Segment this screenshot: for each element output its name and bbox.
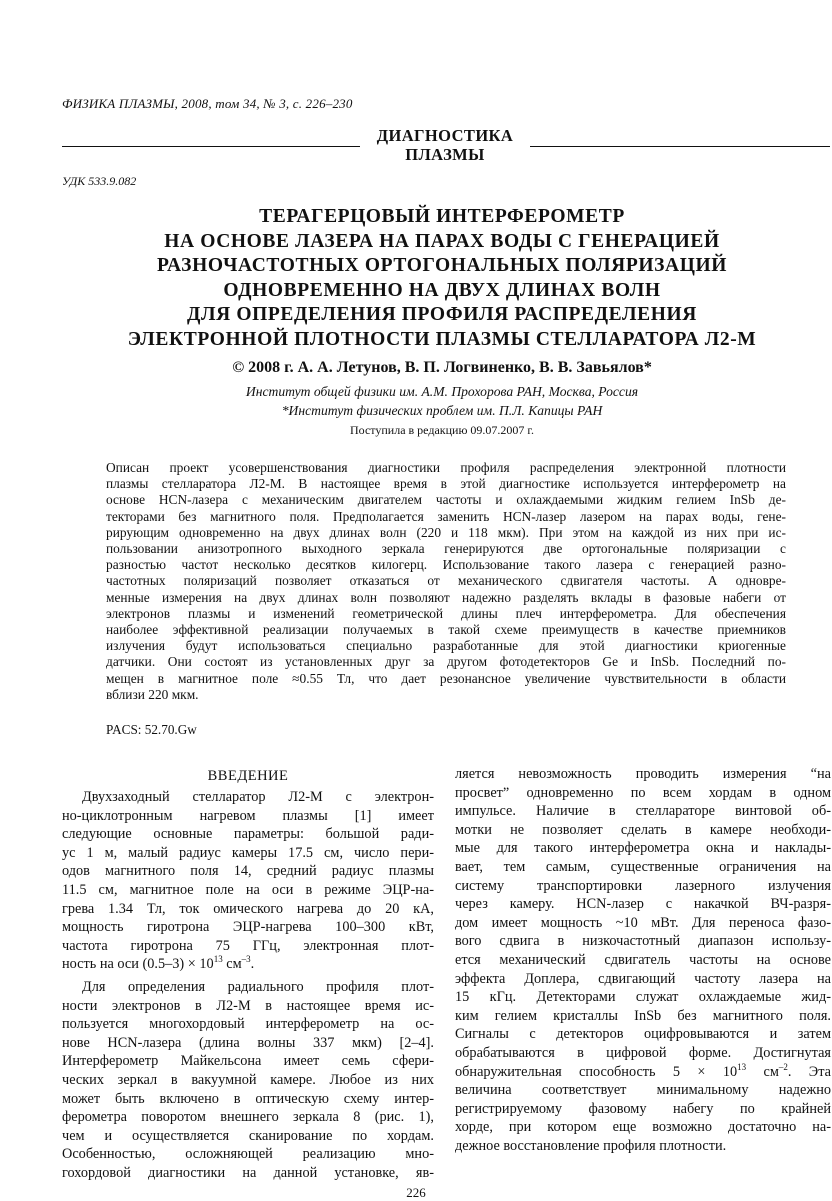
body-line: обрабатываются в цифровой форме. Достигнутая [455,1044,831,1061]
body-line: 11.5 см, магнитное поле на оси в режиме ЭЦР-на- [62,881,434,898]
body-line: регистрируемому фазовому набегу по крайней [455,1100,831,1117]
abstract [106,460,786,703]
density-text: ность на оси (0.5–3) × 10 [62,956,214,973]
body-line-sensitivity [455,1063,831,1082]
body-line: Интерферометр Майкельсона имеет семь сфери- [62,1053,434,1070]
body-line: вого сдвига в низкочастотный диапазон использу- [455,933,831,950]
body-line: гохордовой диагностики на данной установке, яв- [62,1164,434,1181]
body-line: величина соответствует минимальному надежно [455,1082,831,1099]
section-heading [365,126,525,164]
body-line: мые для такого интерферометра окна и наклады- [455,840,831,857]
body-line: эффекта Доплера, сдвигающий частоту лазера на [455,970,831,987]
sensitivity-exponent: 13 [737,1061,747,1072]
body-line: вает, тем самым, существенные ограничения на [455,858,831,875]
abstract-line: датчики. Они состоят из установленных друг за другом фотодетекторов Ge и InSb. Последний по- [106,654,786,670]
abstract-line: основе HCN-лазера с механическим двигателем частоты и охлаждаемыми жидким гелием InSb де- [106,492,786,508]
body-line: ким гелием кристаллы InSb без магнитного поля. [455,1007,831,1024]
body-line: Двухзаходный стелларатор Л2-М с электрон- [82,789,434,805]
body-line: грева 1.34 Тл, ток омического нагрева до 20 кА, [62,900,434,917]
sensitivity-end: . Эта [787,1063,832,1080]
header-rule-left [62,146,360,147]
body-line: нове HCN-лазера (длина волны 337 мкм) [2–4]. [62,1034,434,1051]
body-line: следующие основные параметры: большой ради- [62,826,434,843]
density-end: . [250,956,255,973]
abstract-line: мещен в магнитное поле ≈0.55 Тл, что дает резонансное увеличение чувствительности в области [106,670,786,686]
header-rule-right [530,146,830,147]
abstract-line: наиболее эффективной реализации получаемых в такой схеме преимуществ в качестве приемников [106,622,786,638]
body-line: ности электронов в Л2-М в настоящее время ис- [62,997,434,1014]
body-line: одов магнитного поля 14, средний радиус плазмы [62,863,434,880]
body-line: чем и осуществляется сканирование по хордам. [62,1127,434,1144]
body-line: импульсе. Наличие в стеллараторе винтовой об- [455,803,831,820]
section-heading-line2: ПЛАЗМЫ [405,145,485,164]
body-line: Для определения радиального профиля плот- [82,978,434,995]
body-line: ферометра поворотом внешнего зеркала 8 (рис. 1), [62,1109,434,1126]
title-line: ДЛЯ ОПРЕДЕЛЕНИЯ ПРОФИЛЯ РАСПРЕДЕЛЕНИЯ [187,304,697,326]
body-line: ется механический сдвигатель частоты на основе [455,951,831,968]
title-line: ТЕРАГЕРЦОВЫЙ ИНТЕРФЕРОМЕТР [259,206,625,227]
body-line: ляется невозможность проводить измерения “на [455,766,831,782]
body-line: просвет” одновременно по всем хордам в одном [455,784,831,801]
body-line: мощность гиротрона ЭЦР-нагрева 100–300 кВт, [62,919,434,936]
journal-citation: ФИЗИКА ПЛАЗМЫ, 2008, том 34, № 3, с. 226–230 [62,96,353,111]
body-line: может быть включено в оптическую схему интер- [62,1090,434,1107]
abstract-line: разностью частот несколько десятков килогерц. Использование такого лазера с генерацией разно- [106,557,786,573]
body-line: пользуется многохордовый интерферометр на ос- [62,1016,434,1033]
pacs-code: PACS: 52.70.Gw [106,722,197,737]
abstract-line: электронов плазмы и изменений геометрической длины плеч интерферометра. Для обеспечения [106,605,786,621]
body-line: ус 1 м, малый радиус камеры 17.5 см, число пери- [62,844,434,861]
intro-heading: ВВЕДЕНИЕ [207,768,289,784]
affiliation-2: *Институт физических проблем им. П.Л. Капицы РАН [281,403,603,418]
authors: © 2008 г. А. А. Летунов, В. П. Логвиненко, В. В. Завьялов* [232,359,652,376]
body-line: 15 кГц. Детекторами служат охлаждаемые жид- [455,989,831,1006]
udk-code: УДК 533.9.082 [62,174,137,188]
sensitivity-unit-exponent: –2 [778,1061,788,1072]
sensitivity-unit: см [746,1063,779,1080]
body-line: через камеру. HCN-лазер с накачкой ВЧ-разря- [455,896,831,913]
body-line: дежное восстановление профиля плотности. [455,1137,727,1154]
body-line: дом имеет мощность ~10 мВт. Для переноса фазо- [455,914,831,931]
title-line: НА ОСНОВЕ ЛАЗЕРА НА ПАРАХ ВОДЫ С ГЕНЕРАЦИЕЙ [164,230,720,252]
abstract-line: текторами без магнитного поля. Предполагается заменить HCN-лазер лазером на парах воды, гене- [106,508,786,524]
body-line: частота гиротрона 75 ГГц, электронная плот- [62,937,434,954]
abstract-line: плазмы стелларатора Л2-М. В настоящее время в этой диагностике используется интерферометр на [106,476,786,492]
title-line: ЭЛЕКТРОННОЙ ПЛОТНОСТИ ПЛАЗМЫ СТЕЛЛАРАТОРА Л2-М [127,328,757,350]
body-line: ческих зеркал в вакуумной камере. Любое из них [62,1071,434,1088]
body-line-density [62,955,434,974]
abstract-line: рирующим одновременно на двух длинах волн (220 и 118 мкм). При этом на каждой из них при ис- [106,524,786,540]
abstract-line: менные измерения на двух длинах волн позволяют надежно разделять вклады в фазовые набеги от [106,589,786,605]
affiliation-1: Институт общей физики им. А.М. Прохорова РАН, Москва, Россия [245,384,639,399]
body-line: Сигналы с детекторов оцифровываются и затем [455,1026,831,1043]
article-title [40,205,832,353]
density-unit: см [222,956,242,973]
abstract-line: Описан проект усовершенствования диагностики профиля распределения электронной плотности [106,460,786,475]
body-line: хорде, при котором еще возможно достаточно на- [455,1119,831,1136]
received-date: Поступила в редакцию 09.07.2007 г. [349,423,534,437]
body-line: но-циклотронным нагревом плазмы [1] имеет [62,807,434,824]
abstract-line: пользовании анизотропного выходного зеркала генерируются две ортогональные поляризации с [106,541,786,557]
abstract-line: излучения будут использоваться специально разработанные для этой диагностики криогенные [106,638,786,654]
sensitivity-text: обнаружительная способность 5 × 10 [455,1063,738,1080]
title-line: РАЗНОЧАСТОТНЫХ ОРТОГОНАЛЬНЫХ ПОЛЯРИЗАЦИЙ [156,255,728,277]
section-heading-line1: ДИАГНОСТИКА [376,126,514,145]
body-line: мотки не позволяет сделать в камере необходи- [455,821,831,838]
body-line: систему транспортировки лазерного излучения [455,877,831,894]
abstract-line: вблизи 220 мкм. [106,686,199,702]
body-line: Особенностью, осложняющей реализацию мно- [62,1146,434,1163]
title-line: ОДНОВРЕМЕННО НА ДВУХ ДЛИНАХ ВОЛН [223,279,661,301]
density-unit-exponent: –3 [241,954,251,965]
left-column [62,788,434,1182]
page-number: 226 [406,1185,426,1200]
right-column [455,765,831,1155]
density-exponent: 13 [213,954,223,965]
abstract-line: частотных поляризаций позволяет отказаться от механического сдвигателя частоты. А одновре- [106,573,786,589]
